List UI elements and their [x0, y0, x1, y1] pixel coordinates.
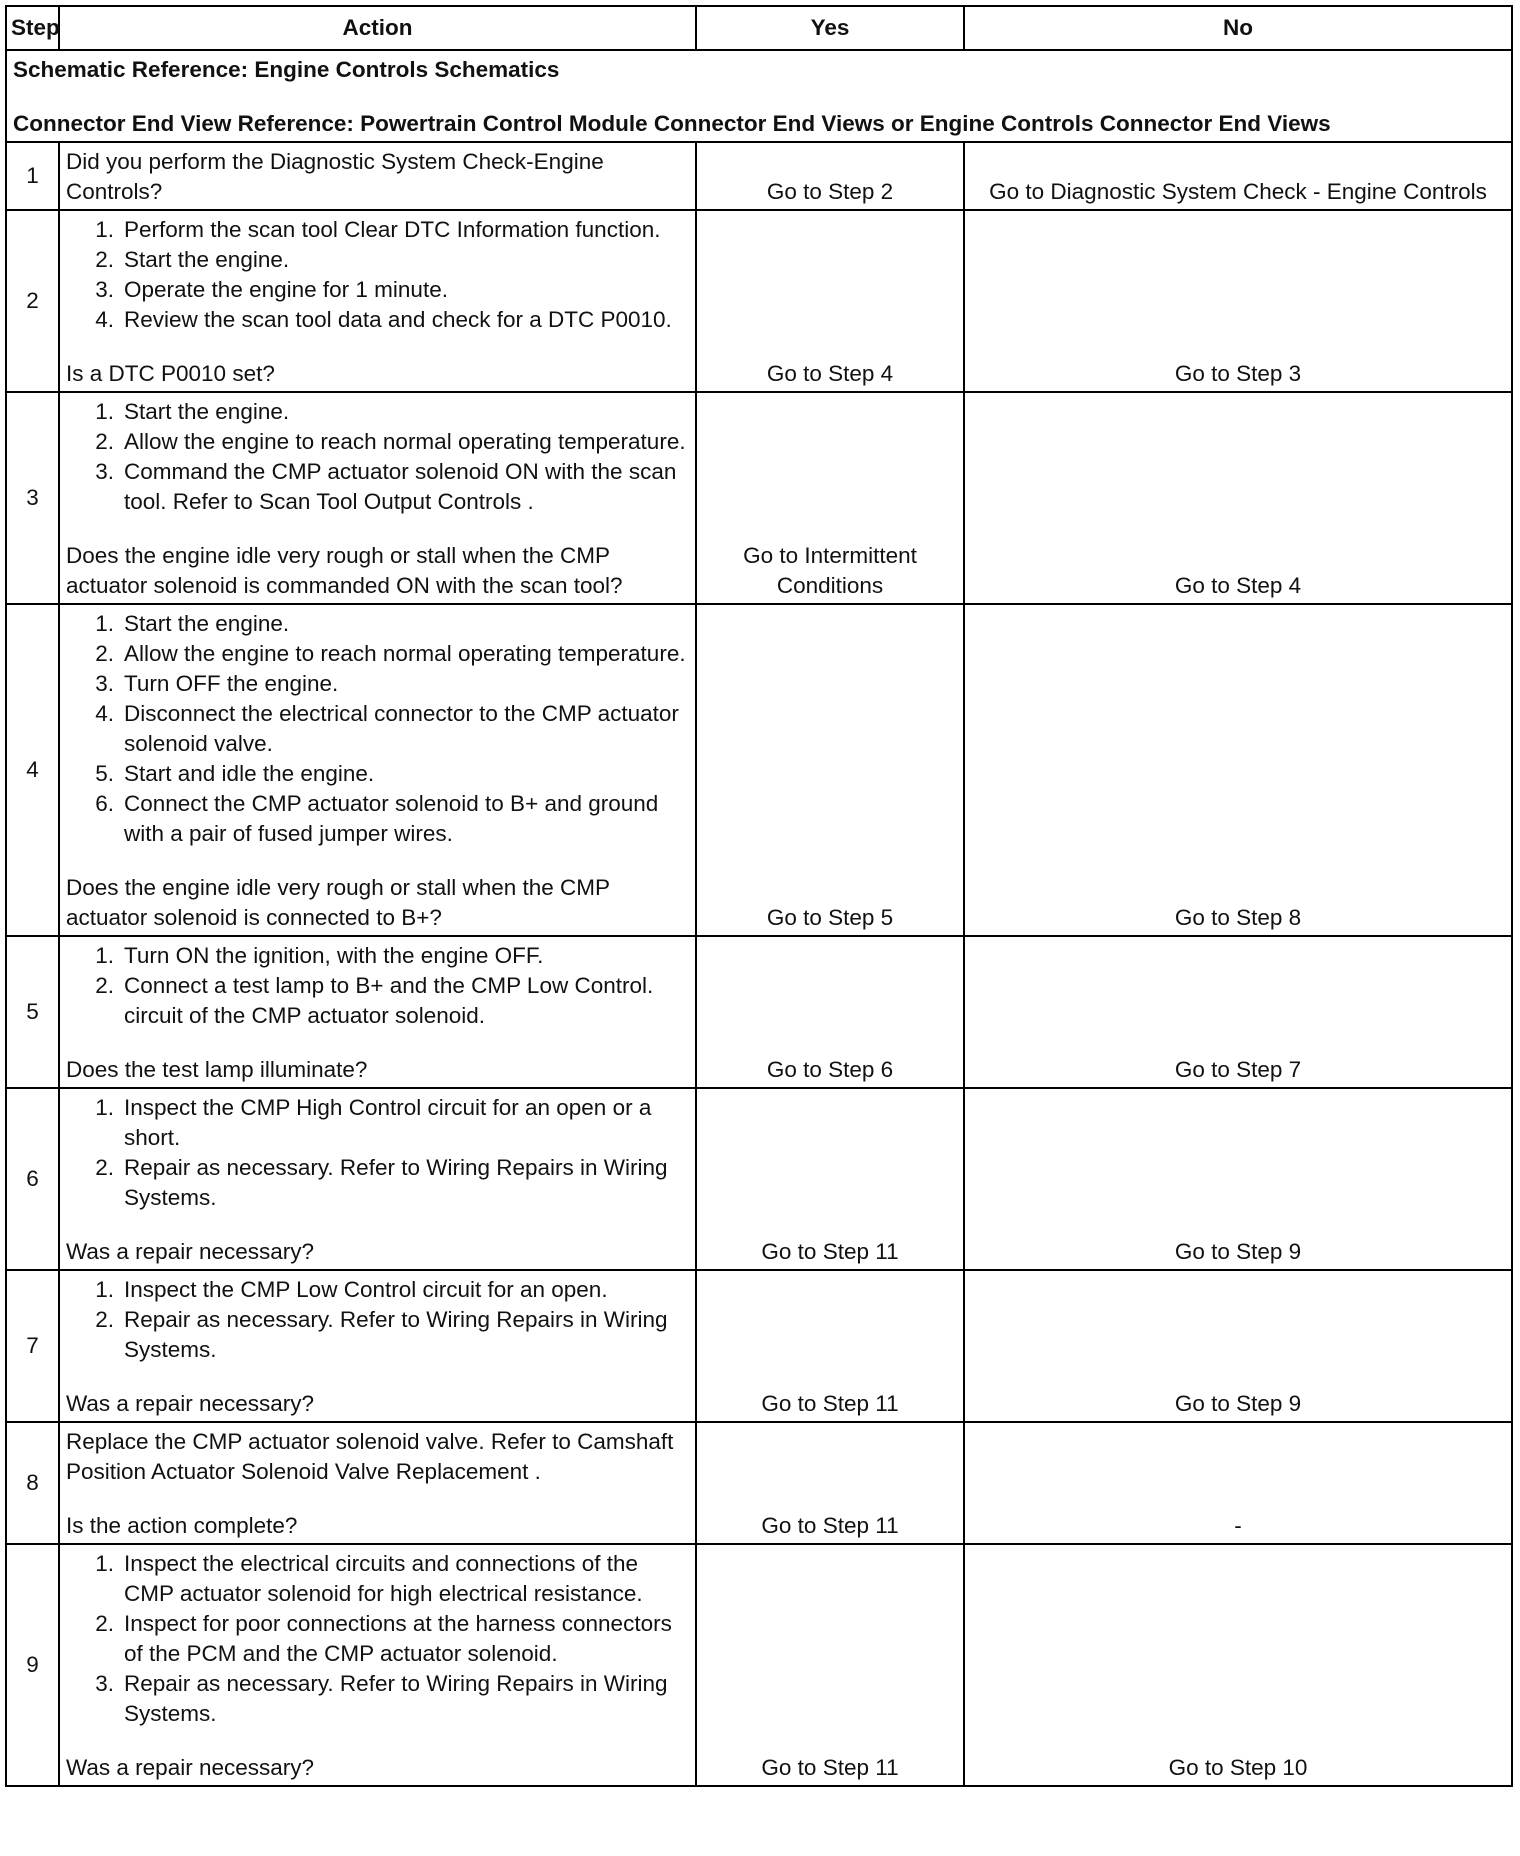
action-question: Is the action complete?: [66, 1513, 298, 1538]
action-steps-list: [66, 941, 689, 1031]
action-step-text: Turn OFF the engine.: [124, 671, 339, 696]
action-cell: [59, 1088, 696, 1270]
action-cell: [59, 1422, 696, 1544]
action-step-text: Repair as necessary. Refer to Wiring Repairs in Wiring Systems.: [124, 1307, 668, 1362]
diagnostic-table-page: [5, 5, 1511, 1787]
action-step-item: [66, 669, 689, 699]
action-step-number: 1.: [95, 1551, 114, 1576]
step-number: 5: [6, 936, 59, 1088]
action-question: Was a repair necessary?: [66, 1755, 315, 1780]
action-step-text: Repair as necessary. Refer to Wiring Repairs in Wiring Systems.: [124, 1155, 668, 1210]
action-step-text: Operate the engine for 1 minute.: [124, 277, 448, 302]
step-row: [6, 604, 1512, 936]
action-steps-list: [66, 609, 689, 849]
action-question: Does the engine idle very rough or stall when the CMP actuator solenoid is connected to B+?: [66, 875, 610, 930]
action-step-number: 6.: [95, 791, 114, 816]
step-row: [6, 1270, 1512, 1422]
yes-result: Go to Step 4: [696, 210, 964, 392]
action-question: Was a repair necessary?: [66, 1391, 315, 1416]
action-step-text: Start the engine.: [124, 611, 290, 636]
action-step-number: 3.: [95, 277, 114, 302]
action-step-item: [66, 275, 689, 305]
action-cell: [59, 142, 696, 210]
action-column-header: Action: [59, 6, 696, 50]
no-result: Go to Step 9: [964, 1270, 1512, 1422]
action-step-number: 2.: [95, 247, 114, 272]
step-number: 4: [6, 604, 59, 936]
action-step-number: 3.: [95, 671, 114, 696]
action-step-number: 1.: [95, 217, 114, 242]
action-cell: [59, 936, 696, 1088]
action-step-text: Review the scan tool data and check for a DTC P0010.: [124, 307, 672, 332]
header-row: [6, 6, 1512, 50]
yes-result: Go to Step 2: [696, 142, 964, 210]
step-row: [6, 392, 1512, 604]
action-question: Is a DTC P0010 set?: [66, 361, 275, 386]
yes-result: Go to Step 11: [696, 1270, 964, 1422]
yes-result: Go to Step 5: [696, 604, 964, 936]
no-result: Go to Step 10: [964, 1544, 1512, 1786]
action-step-number: 4.: [95, 701, 114, 726]
action-step-number: 1.: [95, 1095, 114, 1120]
action-step-number: 2.: [95, 641, 114, 666]
action-step-text: Allow the engine to reach normal operating temperature.: [124, 641, 686, 666]
action-question: Was a repair necessary?: [66, 1239, 315, 1264]
action-cell: [59, 1544, 696, 1786]
action-step-item: [66, 639, 689, 669]
action-step-text: Inspect the CMP Low Control circuit for an open.: [124, 1277, 608, 1302]
action-step-text: Inspect the CMP High Control circuit for an open or a short.: [124, 1095, 652, 1150]
no-result: Go to Diagnostic System Check - Engine Controls: [964, 142, 1512, 210]
action-step-number: 2.: [95, 973, 114, 998]
action-question: Did you perform the Diagnostic System Check-Engine Controls?: [66, 149, 604, 204]
action-cell: [59, 392, 696, 604]
action-steps-list: [66, 397, 689, 517]
action-step-text: Start the engine.: [124, 247, 290, 272]
no-column-header: No: [964, 6, 1512, 50]
action-cell: [59, 1270, 696, 1422]
no-result: Go to Step 9: [964, 1088, 1512, 1270]
step-row: [6, 1422, 1512, 1544]
action-steps-list: [66, 215, 689, 335]
action-cell: [59, 604, 696, 936]
action-step-text: Command the CMP actuator solenoid ON with the scan tool. Refer to Scan Tool Output Controls .: [124, 459, 677, 514]
action-step-item: [66, 609, 689, 639]
action-step-number: 1.: [95, 399, 114, 424]
step-number: 8: [6, 1422, 59, 1544]
action-question: Does the test lamp illuminate?: [66, 1057, 368, 1082]
no-result: Go to Step 3: [964, 210, 1512, 392]
schematic-reference: Schematic Reference: Engine Controls Schematics: [13, 57, 560, 82]
action-step-text: Connect a test lamp to B+ and the CMP Low Control. circuit of the CMP actuator solenoid.: [124, 973, 654, 1028]
action-instruction: Replace the CMP actuator solenoid valve. Refer to Camshaft Position Actuator Solenoid Valve Replacement .: [66, 1429, 674, 1484]
action-step-item: [66, 1669, 689, 1729]
step-number: 6: [6, 1088, 59, 1270]
action-step-item: [66, 1609, 689, 1669]
action-step-number: 3.: [95, 459, 114, 484]
action-step-item: [66, 1153, 689, 1213]
action-steps-list: [66, 1093, 689, 1213]
action-step-number: 2.: [95, 1611, 114, 1636]
action-question: Does the engine idle very rough or stall when the CMP actuator solenoid is commanded ON with the scan tool?: [66, 543, 623, 598]
action-step-text: Connect the CMP actuator solenoid to B+ and ground with a pair of fused jumper wires.: [124, 791, 659, 846]
action-step-text: Inspect the electrical circuits and connections of the CMP actuator solenoid for high electrical resistance.: [124, 1551, 643, 1606]
action-step-text: Perform the scan tool Clear DTC Information function.: [124, 217, 661, 242]
no-result: Go to Step 8: [964, 604, 1512, 936]
action-step-number: 2.: [95, 1307, 114, 1332]
diagnostic-table: [5, 5, 1513, 1787]
yes-column-header: Yes: [696, 6, 964, 50]
action-steps-list: [66, 1549, 689, 1729]
yes-result: Go to Step 11: [696, 1544, 964, 1786]
reference-row: [6, 50, 1512, 142]
step-row: [6, 936, 1512, 1088]
action-steps-list: [66, 1275, 689, 1365]
action-step-number: 4.: [95, 307, 114, 332]
action-step-text: Inspect for poor connections at the harness connectors of the PCM and the CMP actuator solenoid.: [124, 1611, 672, 1666]
action-step-item: [66, 215, 689, 245]
action-step-item: [66, 1093, 689, 1153]
step-number: 9: [6, 1544, 59, 1786]
action-step-item: [66, 789, 689, 849]
step-number: 2: [6, 210, 59, 392]
action-step-item: [66, 457, 689, 517]
action-step-number: 2.: [95, 429, 114, 454]
step-row: [6, 142, 1512, 210]
action-step-item: [66, 941, 689, 971]
step-row: [6, 1088, 1512, 1270]
yes-result: Go to Step 11: [696, 1088, 964, 1270]
action-step-item: [66, 1305, 689, 1365]
action-step-item: [66, 245, 689, 275]
step-row: [6, 210, 1512, 392]
no-result: -: [964, 1422, 1512, 1544]
no-result: Go to Step 7: [964, 936, 1512, 1088]
step-number: 7: [6, 1270, 59, 1422]
reference-cell: [6, 50, 1512, 142]
action-step-text: Turn ON the ignition, with the engine OFF.: [124, 943, 544, 968]
action-step-number: 1.: [95, 943, 114, 968]
action-step-text: Repair as necessary. Refer to Wiring Repairs in Wiring Systems.: [124, 1671, 668, 1726]
action-step-number: 1.: [95, 611, 114, 636]
action-step-item: [66, 971, 689, 1031]
yes-result: Go to Intermittent Conditions: [696, 392, 964, 604]
action-step-number: 1.: [95, 1277, 114, 1302]
action-step-item: [66, 397, 689, 427]
connector-reference: Connector End View Reference: Powertrain Control Module Connector End Views or Engine Controls Connector End Views: [13, 111, 1331, 136]
action-step-number: 3.: [95, 1671, 114, 1696]
action-step-text: Disconnect the electrical connector to the CMP actuator solenoid valve.: [124, 701, 679, 756]
action-step-item: [66, 699, 689, 759]
action-step-text: Allow the engine to reach normal operating temperature.: [124, 429, 686, 454]
step-number: 3: [6, 392, 59, 604]
step-column-header: Step: [6, 6, 59, 50]
action-step-text: Start the engine.: [124, 399, 290, 424]
step-row: [6, 1544, 1512, 1786]
action-step-number: 2.: [95, 1155, 114, 1180]
action-step-number: 5.: [95, 761, 114, 786]
no-result: Go to Step 4: [964, 392, 1512, 604]
action-step-item: [66, 759, 689, 789]
action-step-item: [66, 427, 689, 457]
action-step-item: [66, 305, 689, 335]
action-step-item: [66, 1275, 689, 1305]
yes-result: Go to Step 11: [696, 1422, 964, 1544]
action-step-item: [66, 1549, 689, 1609]
yes-result: Go to Step 6: [696, 936, 964, 1088]
action-cell: [59, 210, 696, 392]
action-step-text: Start and idle the engine.: [124, 761, 375, 786]
step-number: 1: [6, 142, 59, 210]
